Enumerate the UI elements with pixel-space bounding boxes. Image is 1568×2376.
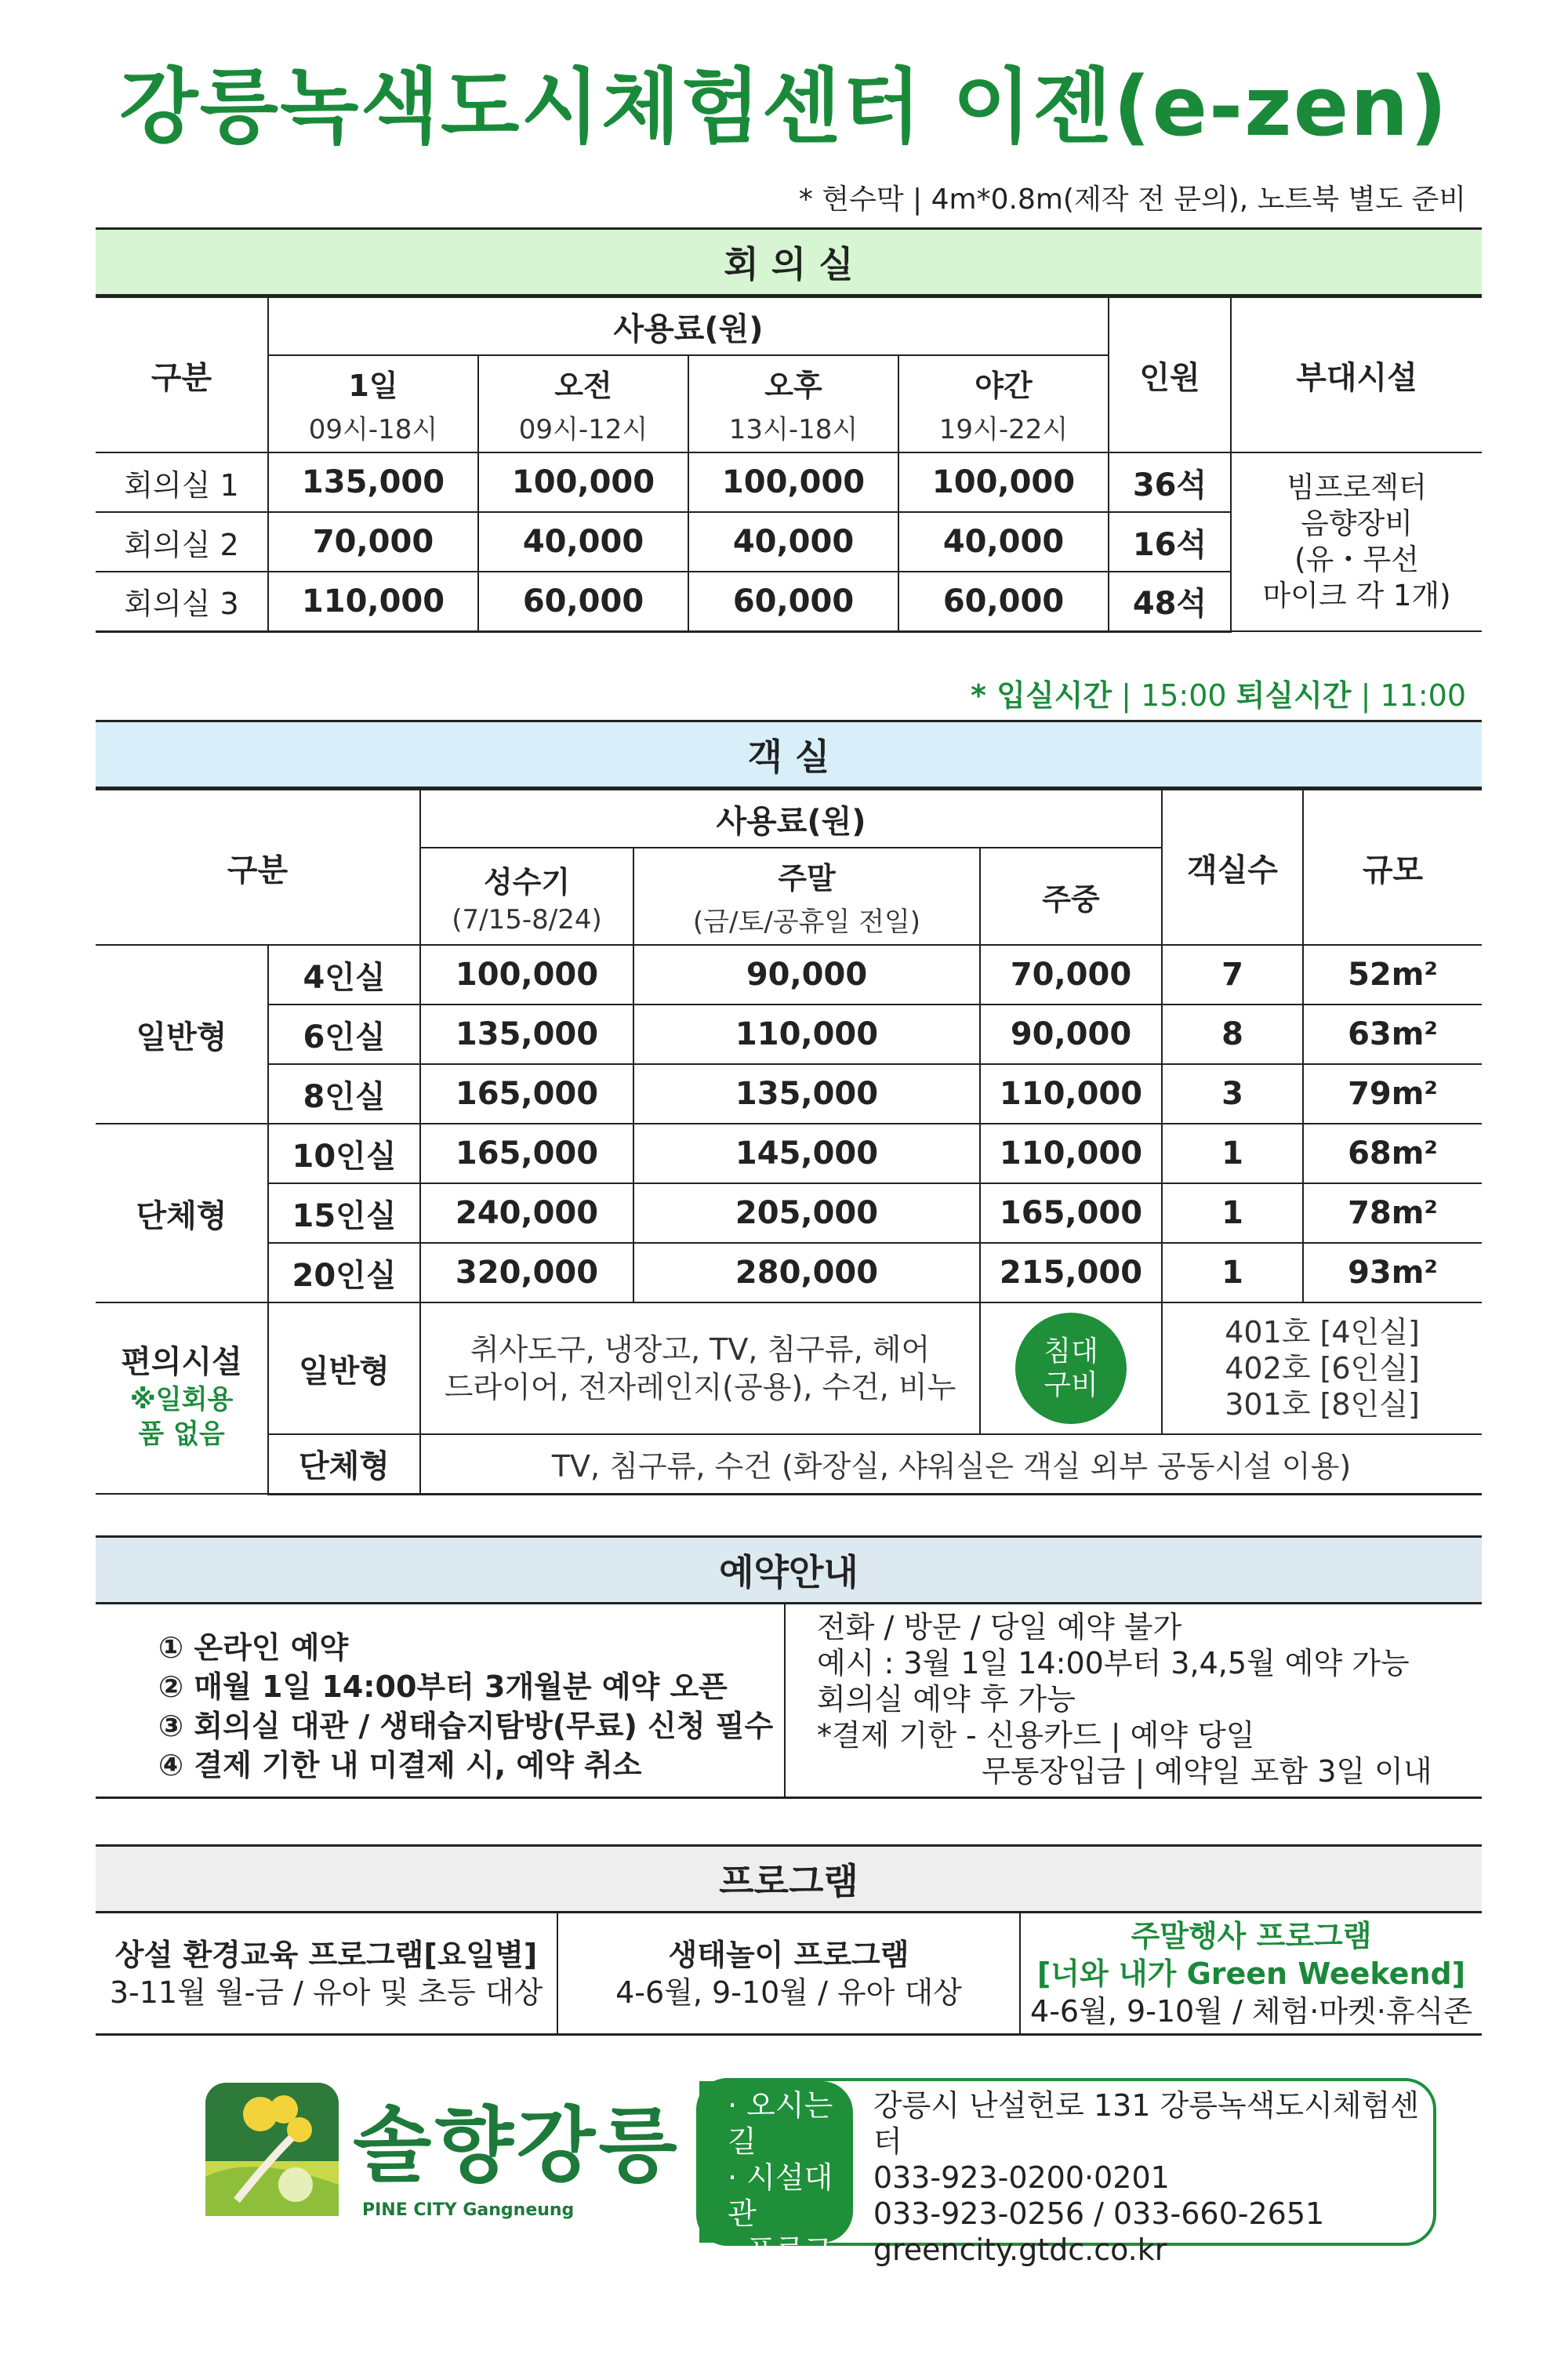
contact-label: · 프로그램 bbox=[728, 2232, 833, 2303]
price-cell: 60,000 bbox=[898, 572, 1109, 631]
count-cell: 7 bbox=[1162, 945, 1303, 1005]
price-cell: 70,000 bbox=[268, 512, 478, 572]
season-header: 성수기 (7/15-8/24) bbox=[420, 848, 633, 945]
size-cell: 52m² bbox=[1303, 945, 1482, 1005]
amenity-group-label: 단체형 bbox=[268, 1434, 420, 1494]
programs-section bbox=[96, 1844, 1482, 2036]
count-cell: 1 bbox=[1162, 1243, 1303, 1302]
price-cell: 110,000 bbox=[980, 1064, 1162, 1124]
room-name: 회의실 2 bbox=[96, 512, 268, 572]
table-row bbox=[96, 1124, 1482, 1183]
capacity-cell: 48석 bbox=[1109, 572, 1231, 631]
amenity-label-cell bbox=[96, 1302, 268, 1494]
contact-labels bbox=[699, 2081, 853, 2375]
meeting-fee-label: 사용료(원) bbox=[268, 297, 1109, 355]
contact-label: · 홈페이지 bbox=[728, 2305, 833, 2375]
rooms-fee-label: 사용료(원) bbox=[420, 790, 1162, 848]
price-cell: 70,000 bbox=[980, 945, 1162, 1005]
weekend-header: 주말 (금/토/공휴일 전일) bbox=[633, 848, 980, 945]
list-item: 전화 / 방문 / 당일 예약 불가 bbox=[817, 1610, 1182, 1644]
price-cell: 110,000 bbox=[268, 572, 478, 631]
table-row bbox=[96, 1005, 1482, 1064]
contact-box bbox=[696, 2078, 1436, 2375]
price-cell: 135,000 bbox=[268, 452, 478, 512]
meeting-col-label: 구분 bbox=[96, 297, 268, 452]
contact-values bbox=[853, 2081, 1433, 2267]
rooms-col-label: 구분 bbox=[96, 790, 420, 945]
phone-text: 033-923-0200·0201 bbox=[873, 2160, 1170, 2195]
brand-logo-sub: PINE CITY Gangneung bbox=[362, 2200, 575, 2220]
homepage-link[interactable]: greencity.gtdc.co.kr bbox=[873, 2232, 1167, 2267]
size-cell: 93m² bbox=[1303, 1243, 1482, 1302]
period-header: 오전 09시-12시 bbox=[478, 355, 688, 452]
count-cell: 3 bbox=[1162, 1064, 1303, 1124]
table-row bbox=[96, 1064, 1482, 1124]
size-cell: 79m² bbox=[1303, 1064, 1482, 1124]
table-row bbox=[96, 945, 1482, 1005]
room-name: 회의실 3 bbox=[96, 572, 268, 631]
size-cell: 78m² bbox=[1303, 1183, 1482, 1243]
list-item: 무통장입금 | 예약일 포함 3일 이내 bbox=[982, 1754, 1432, 1789]
reservation-notes bbox=[786, 1604, 1482, 1797]
price-cell: 205,000 bbox=[633, 1183, 980, 1243]
list-item: 예시 : 3월 1일 14:00부터 3,4,5월 예약 가능 bbox=[817, 1646, 1410, 1680]
bed-badge-cell bbox=[980, 1302, 1162, 1434]
room-type: 20인실 bbox=[268, 1243, 420, 1302]
phone-text: 033-923-0256 / 033-660-2651 bbox=[873, 2196, 1325, 2231]
meeting-heading: 회 의 실 bbox=[96, 227, 1482, 296]
price-cell: 135,000 bbox=[420, 1005, 633, 1064]
banner-note: * 현수막 | 4m*0.8m(제작 전 문의), 노트북 별도 준비 bbox=[798, 183, 1466, 216]
price-cell: 110,000 bbox=[980, 1124, 1162, 1183]
meeting-section bbox=[96, 227, 1482, 633]
room-type: 8인실 bbox=[268, 1064, 420, 1124]
period-header: 오후 13시-18시 bbox=[688, 355, 898, 452]
price-cell: 110,000 bbox=[633, 1005, 980, 1064]
price-cell: 100,000 bbox=[688, 452, 898, 512]
programs-heading: 프로그램 bbox=[96, 1844, 1482, 1913]
room-type: 10인실 bbox=[268, 1124, 420, 1183]
period-header: 1일 09시-18시 bbox=[268, 355, 478, 452]
pine-logo-icon bbox=[205, 2083, 339, 2216]
address-text: 강릉시 난설헌로 131 강릉녹색도시체험센터 bbox=[873, 2088, 1419, 2159]
table-row bbox=[96, 1243, 1482, 1302]
list-item: *결제 기한 - 신용카드 | 예약 당일 bbox=[817, 1718, 1255, 1753]
room-type: 4인실 bbox=[268, 945, 420, 1005]
weekday-header: 주중 bbox=[980, 848, 1162, 945]
rooms-heading: 객 실 bbox=[96, 720, 1482, 789]
price-cell: 40,000 bbox=[478, 512, 688, 572]
count-cell: 1 bbox=[1162, 1124, 1303, 1183]
price-cell: 240,000 bbox=[420, 1183, 633, 1243]
capacity-cell: 36석 bbox=[1109, 452, 1231, 512]
group-label: 단체형 bbox=[96, 1124, 268, 1302]
price-cell: 280,000 bbox=[633, 1243, 980, 1302]
program-item: 주말행사 프로그램 [너와 내가 Green Weekend] 4-6월, 9-10월 / 체험·마켓·휴식존 bbox=[1019, 1913, 1482, 2033]
table-row bbox=[96, 452, 1482, 512]
room-name: 회의실 1 bbox=[96, 452, 268, 512]
rooms-count-label: 객실수 bbox=[1162, 790, 1303, 945]
count-cell: 1 bbox=[1162, 1183, 1303, 1243]
price-cell: 90,000 bbox=[633, 945, 980, 1005]
bed-rooms-cell: 401호 [4인실] 402호 [6인실] 301호 [8인실] bbox=[1162, 1302, 1482, 1434]
price-cell: 100,000 bbox=[478, 452, 688, 512]
amenity-row bbox=[96, 1302, 1482, 1434]
reservation-heading: 예약안내 bbox=[96, 1535, 1482, 1604]
meeting-table bbox=[96, 296, 1482, 633]
price-cell: 165,000 bbox=[420, 1064, 633, 1124]
footer bbox=[0, 2065, 1568, 2375]
price-cell: 145,000 bbox=[633, 1124, 980, 1183]
amenity-group-text: TV, 침구류, 수건 (화장실, 샤워실은 객실 외부 공동시설 이용) bbox=[420, 1434, 1482, 1494]
list-item: ① 온라인 예약 bbox=[158, 1630, 349, 1665]
price-cell: 100,000 bbox=[898, 452, 1109, 512]
list-item: ④ 결제 기한 내 미결제 시, 예약 취소 bbox=[158, 1748, 642, 1782]
price-cell: 135,000 bbox=[633, 1064, 980, 1124]
price-cell: 60,000 bbox=[478, 572, 688, 631]
amenity-row bbox=[96, 1434, 1482, 1494]
reservation-section bbox=[96, 1535, 1482, 1799]
program-item: 상설 환경교육 프로그램[요일별] 3-11월 월-금 / 유아 및 초등 대상 bbox=[109, 1937, 543, 2010]
price-cell: 60,000 bbox=[688, 572, 898, 631]
rooms-size-label: 규모 bbox=[1303, 790, 1482, 945]
bed-badge: 침대 구비 bbox=[1015, 1313, 1127, 1424]
list-item: ③ 회의실 대관 / 생태습지탐방(무료) 신청 필수 bbox=[158, 1709, 774, 1743]
contact-label: · 시설대관 bbox=[728, 2160, 833, 2231]
room-type: 6인실 bbox=[268, 1005, 420, 1064]
count-cell: 8 bbox=[1162, 1005, 1303, 1064]
price-cell: 165,000 bbox=[420, 1124, 633, 1183]
meeting-facilities-label: 부대시설 bbox=[1231, 297, 1482, 452]
size-cell: 68m² bbox=[1303, 1124, 1482, 1183]
rooms-section bbox=[96, 720, 1482, 1495]
price-cell: 40,000 bbox=[898, 512, 1109, 572]
price-cell: 165,000 bbox=[980, 1183, 1162, 1243]
group-label: 일반형 bbox=[96, 945, 268, 1124]
price-cell: 100,000 bbox=[420, 945, 633, 1005]
checkin-note: * 입실시간 | 15:00 퇴실시간 | 11:00 bbox=[971, 678, 1466, 713]
facilities-cell: 빔프로젝터 음향장비 (유・무선 마이크 각 1개) bbox=[1231, 452, 1482, 631]
program-item: 생태놀이 프로그램 4-6월, 9-10월 / 유아 대상 bbox=[557, 1913, 1019, 2033]
reservation-steps bbox=[96, 1604, 786, 1797]
list-item: 회의실 예약 후 가능 bbox=[817, 1682, 1076, 1717]
rooms-table bbox=[96, 789, 1482, 1495]
list-item: ② 매월 1일 14:00부터 3개월분 예약 오픈 bbox=[158, 1669, 728, 1704]
amenity-note: ※일회용품 없음 bbox=[129, 1384, 234, 1450]
price-cell: 40,000 bbox=[688, 512, 898, 572]
amenity-general-label: 일반형 bbox=[268, 1302, 420, 1434]
price-cell: 320,000 bbox=[420, 1243, 633, 1302]
period-header: 야간 19시-22시 bbox=[898, 355, 1109, 452]
room-type: 15인실 bbox=[268, 1183, 420, 1243]
amenity-label: 편의시설 bbox=[121, 1344, 242, 1380]
price-cell: 90,000 bbox=[980, 1005, 1162, 1064]
table-row bbox=[96, 1183, 1482, 1243]
size-cell: 63m² bbox=[1303, 1005, 1482, 1064]
contact-label: · 오시는길 bbox=[728, 2088, 833, 2159]
capacity-cell: 16석 bbox=[1109, 512, 1231, 572]
brand-logo-text: 솔향강릉 bbox=[353, 2097, 681, 2193]
amenity-general-text: 취사도구, 냉장고, TV, 침구류, 헤어 드라이어, 전자레인지(공용), 수건, 비누 bbox=[420, 1302, 980, 1434]
price-cell: 215,000 bbox=[980, 1243, 1162, 1302]
meeting-capacity-label: 인원 bbox=[1109, 297, 1231, 452]
page-title: 강릉녹색도시체험센터 이젠(e-zen) bbox=[119, 59, 1449, 154]
